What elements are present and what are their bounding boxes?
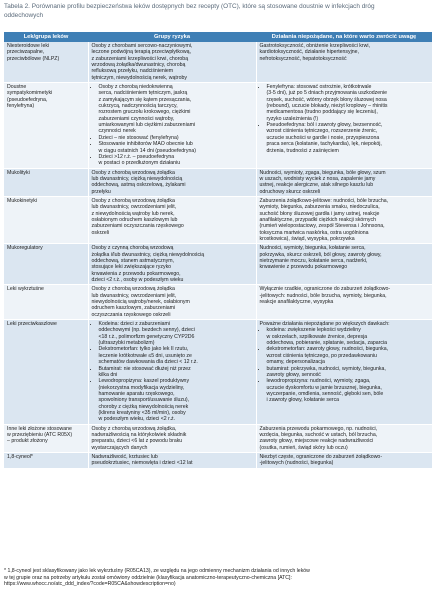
text-line: przeciwbólowe (NLPZ) [7, 55, 60, 62]
bullet-item [267, 327, 430, 346]
text-line: krostkowica), świąd, wysypka, pokrzywka [259, 235, 355, 242]
text-line: Inne leki złożone stosowane [7, 425, 72, 432]
text-line: • Pseudoefedryna: ból i zawroty głowy, bezsenność, [266, 122, 383, 129]
text-line: (3-5 dni), już po 5 dniach przyjmowania uszkodzenie [266, 90, 388, 97]
table-row [4, 83, 432, 168]
text-line: fenylefryna) [7, 103, 35, 110]
text-line: nefrotoksyczność, hepatotoksyczność [259, 55, 347, 62]
text-line: • Kodeina: dzieci z zaburzeniami [98, 321, 171, 328]
text-line: zaburzeniami oczyszczania rzęskowego [91, 223, 184, 230]
text-line: pokrzywka, skurcz oskrzeli, ból głowy, zawroty głowy, [259, 251, 382, 258]
text-line: oddechowa, pobieranie, spłatanie, sedacja, zaparcia [266, 340, 388, 347]
bullet-item [99, 346, 253, 365]
cell-drug-group [4, 244, 88, 285]
text-line: kilka dni [98, 371, 118, 378]
bullet-item [99, 84, 253, 135]
text-line: wymioty, biegunka, zaburzenia smaku, niedoczulica, [259, 204, 380, 211]
text-line: pseudokrztusiec, niemowlęta i dzieci <12 lat [91, 460, 193, 467]
text-line: sympatykomimetyki [7, 90, 53, 97]
cell-adverse-effects [256, 42, 432, 83]
table-header-row [4, 32, 432, 42]
text-line: Wyłącznie rzadkie, ograniczone do zaburzeń żołądkowo- [259, 286, 391, 293]
text-line: wzrost ciśnienia tętniczego, po przedawkowaniu [266, 352, 377, 359]
text-line: osłabionym odruchem kaszlowym lub [91, 216, 178, 223]
text-line: Leki przeciwkaszlowe [7, 321, 57, 328]
text-line: w oskrzelach, szpilkowate źrenice, depresja [266, 333, 368, 340]
text-line: z zaburzeniami krzepliwości krwi, chorobą [91, 55, 189, 62]
text-line: Osoby z chorobą wrzodową żołądka [91, 197, 175, 204]
text-line: uczucie dyskomfortu w jamie brzusznej, biegunka, [266, 384, 382, 391]
caption-line: Tabela 2. Porównanie profilu bezpieczeństwa leków dostępnych bez recepty (OTC), które są stosowane doustnie w infekcjach dróg [4, 3, 375, 10]
cell-adverse-effects [256, 285, 432, 320]
text-line: oskrzeli [91, 229, 110, 236]
cell-risk-groups [88, 285, 256, 320]
text-line: (rebound), uczucie blokady, nieżyt kroplowy – rhinitis [266, 103, 388, 110]
text-line: • Lewodropropizyna: kaszel produktywny [98, 378, 190, 385]
text-line: oddechową, astmą oskrzelową, żylakami [91, 182, 186, 189]
cell-risk-groups [88, 83, 256, 168]
text-line: (ultraszybki metabolizm) [98, 340, 155, 347]
text-line: krwawienia z przewodu pokarmowego, [91, 270, 181, 277]
bullet-item [99, 141, 253, 154]
cell-drug-group [4, 83, 88, 168]
text-line: choroby z ciężką niewydolnością nerek [98, 403, 189, 410]
bullet-item [267, 378, 430, 403]
table-row [4, 42, 432, 83]
text-line: niewydolnością wątroby/nerek, osłabionym [91, 299, 190, 306]
text-line: nadwrażliwością na którykolwiek składnik [91, 431, 187, 438]
text-line: krwawienie z przewodu pokarmowego [259, 264, 348, 271]
text-line: -jelitowych (nudności, biegunka) [259, 460, 334, 467]
text-line: anafilaktyczne, przypadki ciężkich reakcji skórnych [259, 216, 376, 223]
cell-risk-groups [88, 168, 256, 196]
text-line: lub dwunastnicy, ciężką niewydolnością [91, 175, 183, 182]
bullet-item [99, 321, 253, 346]
bullet-item [267, 122, 430, 154]
text-line: refluksową przełyku, nadciśnieniem [91, 68, 174, 75]
table-caption [0, 0, 436, 32]
table-row [4, 196, 432, 243]
text-line: Osoby z chorobami sercowo-naczyniowymi, [91, 43, 193, 49]
safety-comparison-table [4, 32, 432, 469]
text-line: wrzodową żołądka/dwunastnicy, chorobą [91, 62, 186, 69]
bullet-item [267, 84, 430, 122]
text-line: Doustne [7, 84, 27, 91]
text-line: leczenie krótkotrwałe ≤5 dni, usunięto ze [98, 352, 192, 359]
text-line: (rumień wielopostaciowy, zespół Stevensa i Johnsona, [259, 223, 385, 230]
text-line: żołądka i/lub dwunastnicy, ciężką niewydolnością [91, 251, 205, 258]
text-line: spowolniony transport/usuwanie śluzu), [98, 397, 190, 404]
cell-risk-groups [88, 452, 256, 468]
text-line: wyczerpanie, omdlenia, senność, głęboki sen, bóle [266, 390, 384, 397]
text-line: leczone podwójną terapią przeciwpłytkową, [91, 49, 191, 56]
text-line: • lewodropropizyna: nudności, wymioty, zgaga, [266, 378, 371, 385]
table-row [4, 168, 432, 196]
text-line: rzęsek, suchość, wtórny obrzęk błony śluzowej nosa [266, 96, 387, 103]
text-line: • Stosowanie inhibitorów MAO obecnie lub [98, 141, 193, 148]
text-line: Leki wykrztuśne [7, 286, 44, 293]
table-row [4, 424, 432, 452]
text-line: czynności nerek [98, 128, 136, 135]
text-line: • Osoby z chorobą niedokrwienną [98, 84, 173, 91]
text-line: tętniczym, niewydolnością nerek, wątroby [91, 74, 187, 81]
text-line: (pseudoefedryna, [7, 96, 48, 103]
text-line: Mukoregulatory [7, 245, 43, 252]
text-line: suchość błony śluzowej gardła i jamy ustnej, reakcje [259, 210, 380, 217]
text-line: w przeziębieniu (ATC R05X) [7, 431, 73, 438]
cell-drug-group [4, 424, 88, 452]
text-line: reakcje anafilaktyczne, wysypka [259, 299, 334, 306]
text-line: serca, nadciśnieniem tętniczym, jaskrą [98, 90, 188, 97]
text-line: Zaburzenia żołądkowo-jelitowe: nudności, bóle brzucha, [259, 197, 389, 204]
bullet-item [99, 154, 253, 167]
table-row [4, 244, 432, 285]
text-line: w podeszłym wieku, dzieci <2 r.ż. [98, 416, 176, 423]
footnote [4, 568, 434, 588]
text-line: Nudności, wymioty, zgaga, biegunka, bóle głowy, szum [259, 169, 386, 176]
cell-risk-groups [88, 320, 256, 425]
text-line: zawroty głowy, senność [266, 371, 321, 378]
footnote-line: * 1,8-cyneol jest sklasyfikowany jako lek wykrztuśny (R05CA13), ze względu na jego odmienny mechanizm działania od innych leków [4, 568, 310, 574]
text-line: (niekorzystna modyfikacja wydzieliny, [98, 384, 185, 391]
text-line: Osoby z chorobą wrzodową żołądka, [91, 425, 177, 432]
cell-drug-group [4, 168, 88, 196]
caption-line: oddechowych [4, 12, 44, 19]
cell-risk-groups [88, 196, 256, 243]
text-line: • Dekstrometorfan: tylko jako lek II rzutu, [98, 346, 189, 353]
text-line: oddechową, stanem astmatycznym, [91, 258, 174, 264]
text-line: odruchowy skurcz oskrzeli [259, 188, 321, 195]
text-line: odruchem kaszlowym, zaburzeniami [91, 305, 176, 312]
text-line: (klirens kreatyniny <35 ml/min), osoby [98, 409, 186, 416]
cell-drug-group [4, 320, 88, 425]
bullet-list [260, 84, 430, 154]
text-line: <18 r.ż., polimorfizm genetyczny CYP2D6 [98, 333, 195, 340]
text-line: Osoby z czynną chorobą wrzodową [91, 245, 174, 252]
cell-risk-groups [88, 244, 256, 285]
text-line: • kodeina: zwiększenie lepkości wydzieliny [266, 327, 361, 334]
text-line: w postaci o przedłużonym działaniu [98, 160, 181, 167]
cell-drug-group [4, 452, 88, 468]
text-line: -jelitowych: nudności, bóle brzucha, wymioty, biegunka, [259, 292, 387, 299]
text-line: • Dzieci – nie stosować (fenylefryna) [98, 134, 179, 141]
text-line: • dekstrometorfan: zawroty głowy, nudności, biegunka, [266, 346, 389, 353]
text-line: (osutka, rumień, świąd skóry lub oczu) [259, 444, 348, 451]
cell-adverse-effects [256, 83, 432, 168]
cell-adverse-effects [256, 244, 432, 285]
cell-adverse-effects [256, 424, 432, 452]
text-line: przeciwzapalne, [7, 49, 45, 56]
text-line: wystarczających danych [91, 444, 148, 451]
header-adverse-effects: Działania niepożądane, na które warto zwrócić uwagę [256, 32, 432, 42]
header-drug-group: Lek/grupa leków [4, 32, 88, 42]
text-line: • Dzieci >12 r.ż. – pseudoefedryna [98, 153, 175, 160]
text-line: schematów dawkowania dla dzieci < 12 r.ż. [98, 359, 198, 366]
cell-adverse-effects [256, 320, 432, 425]
text-line: stosujące leki zwiększające ryzyko [91, 264, 172, 271]
bullet-list [260, 327, 430, 403]
text-line: Mukokinetyki [7, 197, 37, 204]
table-body [4, 42, 432, 468]
text-line: nietrzymanie moczu, kołatanie serca, nadżerki, [259, 258, 368, 264]
text-line: zaburzeniami czynności wątroby, [98, 115, 175, 122]
text-line: oddechowymi (np. bezdech senny), dzieci [98, 327, 195, 334]
table-row [4, 452, 432, 468]
text-line: Osoby z chorobą wrzodową żołądka [91, 286, 175, 293]
table-row [4, 320, 432, 425]
text-line: Zaburzenia przewodu pokarmowego, np. nudności, [259, 425, 378, 432]
text-line: • butamirat: pokrzywka, nudności, wymioty, biegunka, [266, 365, 386, 372]
text-line: Gastrotoksyczność, obniżenie krzepliwości krwi, [259, 43, 370, 49]
text-line: przełyku [91, 188, 111, 195]
cell-adverse-effects [256, 452, 432, 468]
cell-risk-groups [88, 42, 256, 83]
bullet-item [267, 366, 430, 379]
text-line: oczyszczania rzęskowego oskrzeli [91, 311, 171, 318]
bullet-item [267, 346, 430, 365]
text-line: w uszach, wodnisty wyciek z nosa, zapalenie jamy [259, 175, 376, 182]
text-line: Osoby z chorobą wrzodową żołądka [91, 169, 175, 176]
text-line: wzrost ciśnienia tętniczego, rozszerzenie źrenic, [266, 128, 378, 135]
text-line: • Fenylefryna: stosować ostrożnie, krótkotrwale [266, 84, 372, 91]
header-risk-groups: Grupy ryzyka [88, 32, 256, 42]
text-line: Mukolityki [7, 169, 30, 176]
text-line: omamy, depersonalizacja [266, 359, 325, 366]
text-line: lub dwunastnicy, owrzodzeniami jelit, [91, 292, 177, 299]
text-line: hamowanie aparatu rzęskowego, [98, 390, 175, 397]
text-line: kardiotoksyczność, działanie hipertensyjne, [259, 49, 359, 56]
bullet-list [92, 321, 253, 423]
text-line: cukrzycą, nadczynnością tarczycy, [98, 103, 178, 110]
text-line: – produkt złożony [7, 438, 48, 445]
text-line: dzieci <2 r.ż., osoby w podeszłym wieku [91, 277, 184, 284]
text-line: 1,8-cyneol* [7, 453, 33, 460]
cell-drug-group [4, 196, 88, 243]
footnote-line: w tej grupie oraz na potrzeby artykułu został omówiony oddzielnie (klasyfikacja anatomiczno-terapeutyczno-chemiczna [ATC]: [4, 574, 292, 581]
text-line: preparatu, dzieci <6 lat z powodu braku [91, 438, 183, 445]
text-line: medicamentosa (trudno poddający się leczeniu), [266, 109, 378, 116]
text-line: Nadwrażliwość, krztusiec lub [91, 453, 158, 460]
text-line: toksyczna martwica naskórka, ostra uogólniona [259, 229, 369, 236]
cell-drug-group [4, 42, 88, 83]
text-line: Niezbyt częste, ograniczone do zaburzeń żołądkowo- [259, 453, 383, 460]
cell-risk-groups [88, 424, 256, 452]
bullet-item [99, 378, 253, 422]
bullet-list [92, 84, 253, 166]
text-line: • Butamirat: nie stosować dłużej niż przez [98, 365, 191, 372]
bullet-item [99, 366, 253, 379]
cell-adverse-effects [256, 168, 432, 196]
text-line: umiarkowanymi lub ciężkimi zaburzeniami [98, 122, 196, 129]
text-line: ustnej, reakcje alergiczne, atak silnego kaszlu lub [259, 182, 374, 189]
text-line: i zawroty głowy, kołatanie serca [266, 397, 340, 404]
text-line: rozrostem gruczołu krokowego, ciężkimi [98, 109, 191, 116]
text-line: zawroty głowy, miejscowe reakcje nadwrażliwości [259, 438, 374, 445]
text-line: drżenia, trudności z zaśnięciem [266, 147, 339, 154]
text-line: uczucie suchości w gardle i nosie, przyspieszona [266, 134, 380, 141]
footnote-line: https://www.whocc.no/atc_ddd_index/?code=R05CA&showdescription=no) [4, 581, 176, 588]
cell-drug-group [4, 285, 88, 320]
text-line: Poważne działania niepożądane po większych dawkach: [259, 321, 390, 328]
table-row [4, 285, 432, 320]
text-line: lub dwunastnicy, owrzodzeniami jelit, [91, 204, 177, 211]
text-line: praca serca (kołatanie, tachykardia), lęk, niepokój, [266, 141, 382, 148]
cell-adverse-effects [256, 196, 432, 243]
text-line: Nudności, wymioty, biegunka, kołatanie serca, [259, 245, 366, 252]
text-line: z niewydolnością wątroby lub nerek, [91, 210, 175, 217]
text-line: wzdęcia, biegunka, suchość w ustach, ból brzucha, [259, 431, 378, 438]
text-line: Niesteroidowe leki [7, 43, 50, 49]
text-line: ryzyko uzależnienia (!) [266, 115, 319, 122]
text-line: w ciągu ostatnich 14 dni (pseudoefedryna) [98, 147, 196, 154]
text-line: z zamykającym się kątem przesączania, [98, 96, 192, 103]
